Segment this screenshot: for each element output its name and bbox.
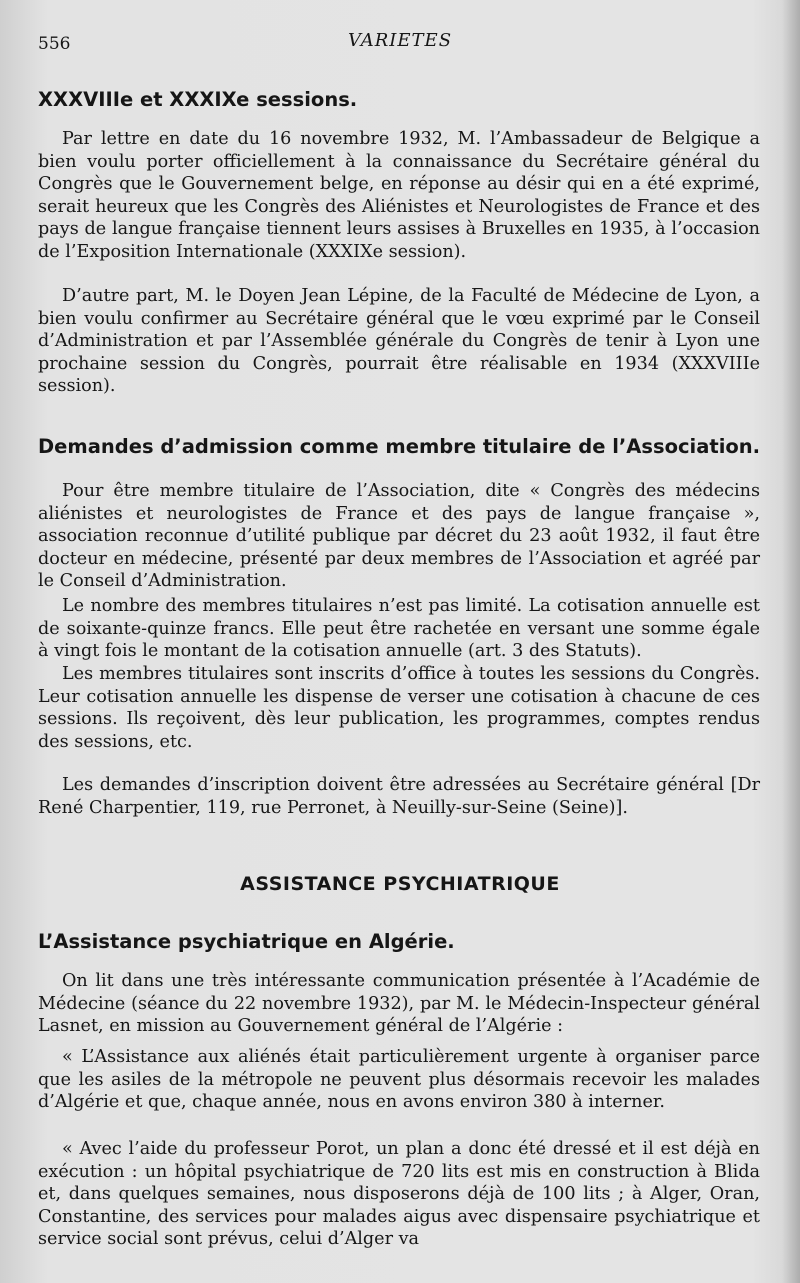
admission-heading: Demandes d’admission comme membre titulaire de l’Association.	[38, 435, 761, 458]
sessions-paragraph-1: Par lettre en date du 16 novembre 1932, M. l’Ambassadeur de Belgique a bien voulu porter officiellement à la connaissance du Secrétaire général du Congrès que le Gouvernement belge, en réponse au désir qui en a été exprimé, serait heureux que les Congrès des Aliénistes et Neurologistes de France et des pays de langue française tiennent leurs assises à Bruxelles en 1935, à l’occasion de l’Exposition Internationale (XXXIXe session).	[38, 129, 760, 262]
assistance-paragraph-3: « Avec l’aide du professeur Porot, un plan a donc été dressé et il est déjà en exécution : un hôpital psychiatrique de 720 lits est mis en construction à Blida et, dans quelques semaines, nous disposerons déjà de 100 lits ; à Alger, Oran, Constantine, des services pour malades aigus avec dispensaire psychiatrique et service social sont prévus, celui d’Alger va	[38, 1139, 760, 1250]
admission-paragraph-2: Le nombre des membres titulaires n’est pas limité. La cotisation annuelle est de soixante-quinze francs. Elle peut être rachetée en versant une somme égale à vingt fois le montant de la cotisation annuelle (art. 3 des Statuts).	[38, 596, 760, 662]
sessions-heading: XXXVIIIe et XXXIXe sessions.	[38, 88, 358, 111]
page-number: 556	[38, 34, 71, 54]
admission-paragraph-3: Les membres titulaires sont inscrits d’office à toutes les sessions du Congrès. Leur cotisation annuelle les dispense de verser une cotisation à chacune de ces sessions. Ils reçoivent, dès leur publication, les programmes, comptes rendus des sessions, etc.	[38, 664, 760, 752]
running-title: VARIETES	[347, 30, 453, 51]
admission-paragraph-1: Pour être membre titulaire de l’Association, dite « Congrès des médecins aliénistes et neurologistes de France et des pays de langue française », association reconnue d’utilité publique par décret du 23 août 1932, il faut être docteur en médecine, présenté par deux membres de l’Association et agréé par le Conseil d’Administration.	[38, 481, 760, 592]
sessions-paragraph-2: D’autre part, M. le Doyen Jean Lépine, de la Faculté de Médecine de Lyon, a bien voulu confirmer au Secrétaire général que le vœu exprimé par le Conseil d’Administration et par l’Assemblée générale du Congrès de tenir à Lyon une prochaine session du Congrès, pourrait être réalisable en 1934 (XXXVIIIe session).	[38, 286, 760, 397]
assistance-paragraph-1: On lit dans une très intéressante communication présentée à l’Académie de Médecine (séance du 22 novembre 1932), par M. le Médecin-Inspecteur général Lasnet, en mission au Gouvernement général de l’Algérie :	[38, 971, 760, 1037]
running-header	[38, 30, 762, 58]
section-title: ASSISTANCE PSYCHIATRIQUE	[240, 873, 560, 895]
assistance-heading: L’Assistance psychiatrique en Algérie.	[38, 930, 455, 953]
assistance-paragraph-2: « L’Assistance aux aliénés était particulièrement urgente à organiser parce que les asiles de la métropole ne peuvent plus désormais recevoir les malades d’Algérie et que, chaque année, nous en avons environ 380 à interner.	[38, 1047, 760, 1113]
admission-paragraph-4: Les demandes d’inscription doivent être adressées au Secrétaire général [Dr René Charpentier, 119, rue Perronet, à Neuilly-sur-Seine (Seine)].	[38, 775, 760, 818]
